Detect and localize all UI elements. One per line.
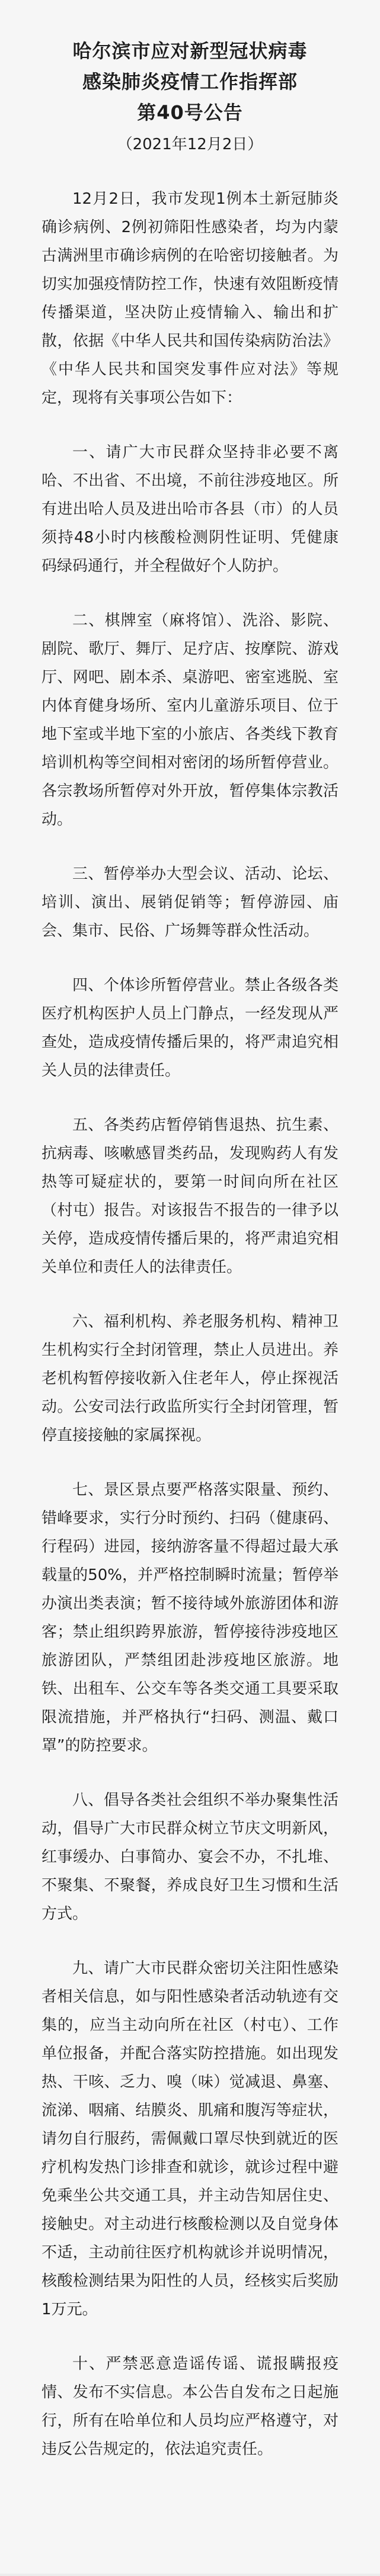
article-3: 三、暂停举办大型会议、活动、论坛、培训、演出、展销促销等；暂停游园、庙会、集市、民俗、广场舞等群众性活动。 <box>41 865 339 940</box>
article-7: 七、景区景点要严格落实限量、预约、错峰要求，实行分时预约、扫码（健康码、行程码）进园，接纳游客量不得超过最大承载量的50%，并严格控制瞬时流量；暂停举办演出类表演；暂不接待域外旅游团体和游客；禁止组织跨界旅游，暂停接待涉疫地区旅游团队，严禁组团赴涉疫地区旅游。地铁、出租车、公交车等各类交通工具要采取限流措施，并严格执行“扫码、测温、戴口罩”的防控要求。 <box>41 1481 339 1755</box>
title-block <box>41 36 339 159</box>
article-10: 十、严禁恶意造谣传谣、谎报瞒报疫情、发布不实信息。本公告自发布之日起施行，所有在哈单位和人员均应严格遵守，对违反公告规定的，依法追究责任。 <box>41 2355 339 2458</box>
article-6: 六、福利机构、养老服务机构、精神卫生机构实行全封闭管理，禁止人员进出。养老机构暂停接收新入住老年人，停止探视活动。公安司法行政监所实行全封闭管理，暂停直接接触的家属探视。 <box>41 1313 339 1444</box>
intro-paragraph: 12月2日，我市发现1例本土新冠肺炎确诊病例、2例初筛阳性感染者，均为内蒙古满洲里市确诊病例的在哈密切接触者。为切实加强疫情防控工作，快速有效阻断疫情传播渠道，坚决防止疫情输入、输出和扩散，依据《中华人民共和国传染病防治法》《中华人民共和国突发事件应对法》等规定，现将有关事项公告如下： <box>41 190 339 407</box>
article-2: 二、棋牌室（麻将馆）、洗浴、影院、剧院、歌厅、舞厅、足疗店、按摩院、游戏厅、网吧、剧本杀、桌游吧、密室逃脱、室内体育健身场所、室内儿童游乐项目、位于地下室或半地下室的小旅店、各类线下教育培训机构等空间相对密闭的场所暂停营业。各宗教场所暂停对外开放，暂停集体宗教活动。 <box>41 612 339 828</box>
article-1: 一、请广大市民群众坚持非必要不离哈、不出省、不出境，不前往涉疫地区。所有进出哈人员及进出哈市各县（市）的人员须持48小时内核酸检测阴性证明、凭健康码绿码通行，并全程做好个人防护。 <box>41 444 339 575</box>
bottom-divider <box>0 2574 380 2576</box>
announcement-date: （2021年12月2日） <box>117 136 263 153</box>
article-5: 五、各类药店暂停销售退热、抗生素、抗病毒、咳嗽感冒类药品，发现购药人有发热等可疑症状的，要第一时间向所在社区（村屯）报告。对该报告不报告的一律予以关停，造成疫情传播后果的，将严肃追究相关单位和责任人的法律责任。 <box>41 1116 339 1276</box>
article-4: 四、个体诊所暂停营业。禁止各级各类医疗机构医护人员上门静点，一经发现从严查处，造成疫情传播后果的，将严肃追究相关人员的法律责任。 <box>41 977 339 1080</box>
article-8: 八、倡导各类社会组织不举办聚集性活动，倡导广大市民群众树立节庆文明新风，红事缓办、白事简办、宴会不办，不扎堆、不聚集、不聚餐，养成良好卫生习惯和生活方式。 <box>41 1791 339 1923</box>
title-line-2: 感染肺炎疫情工作指挥部 <box>82 70 298 93</box>
article-9: 九、请广大市民群众密切关注阳性感染者相关信息，如与阳性感染者活动轨迹有交集的，应当主动向所在社区（村屯）、工作单位报备，并配合落实防控措施。如出现发热、干咳、乏力、嗅（味）觉减退、鼻塞、流涕、咽痛、结膜炎、肌痛和腹泻等症状，请勿自行服药，需佩戴口罩尽快到就近的医疗机构发热门诊排查和就诊，就诊过程中避免乘坐公共交通工具，并主动告知居住史、接触史。对主动进行核酸检测以及自觉身体不适，主动前往医疗机构就诊并说明情况，核酸检测结果为阳性的人员，经核实后奖励1万元。 <box>41 1960 339 2318</box>
title-line-3: 第40号公告 <box>137 101 243 124</box>
title-line-1: 哈尔滨市应对新型冠状病毒 <box>72 40 308 62</box>
